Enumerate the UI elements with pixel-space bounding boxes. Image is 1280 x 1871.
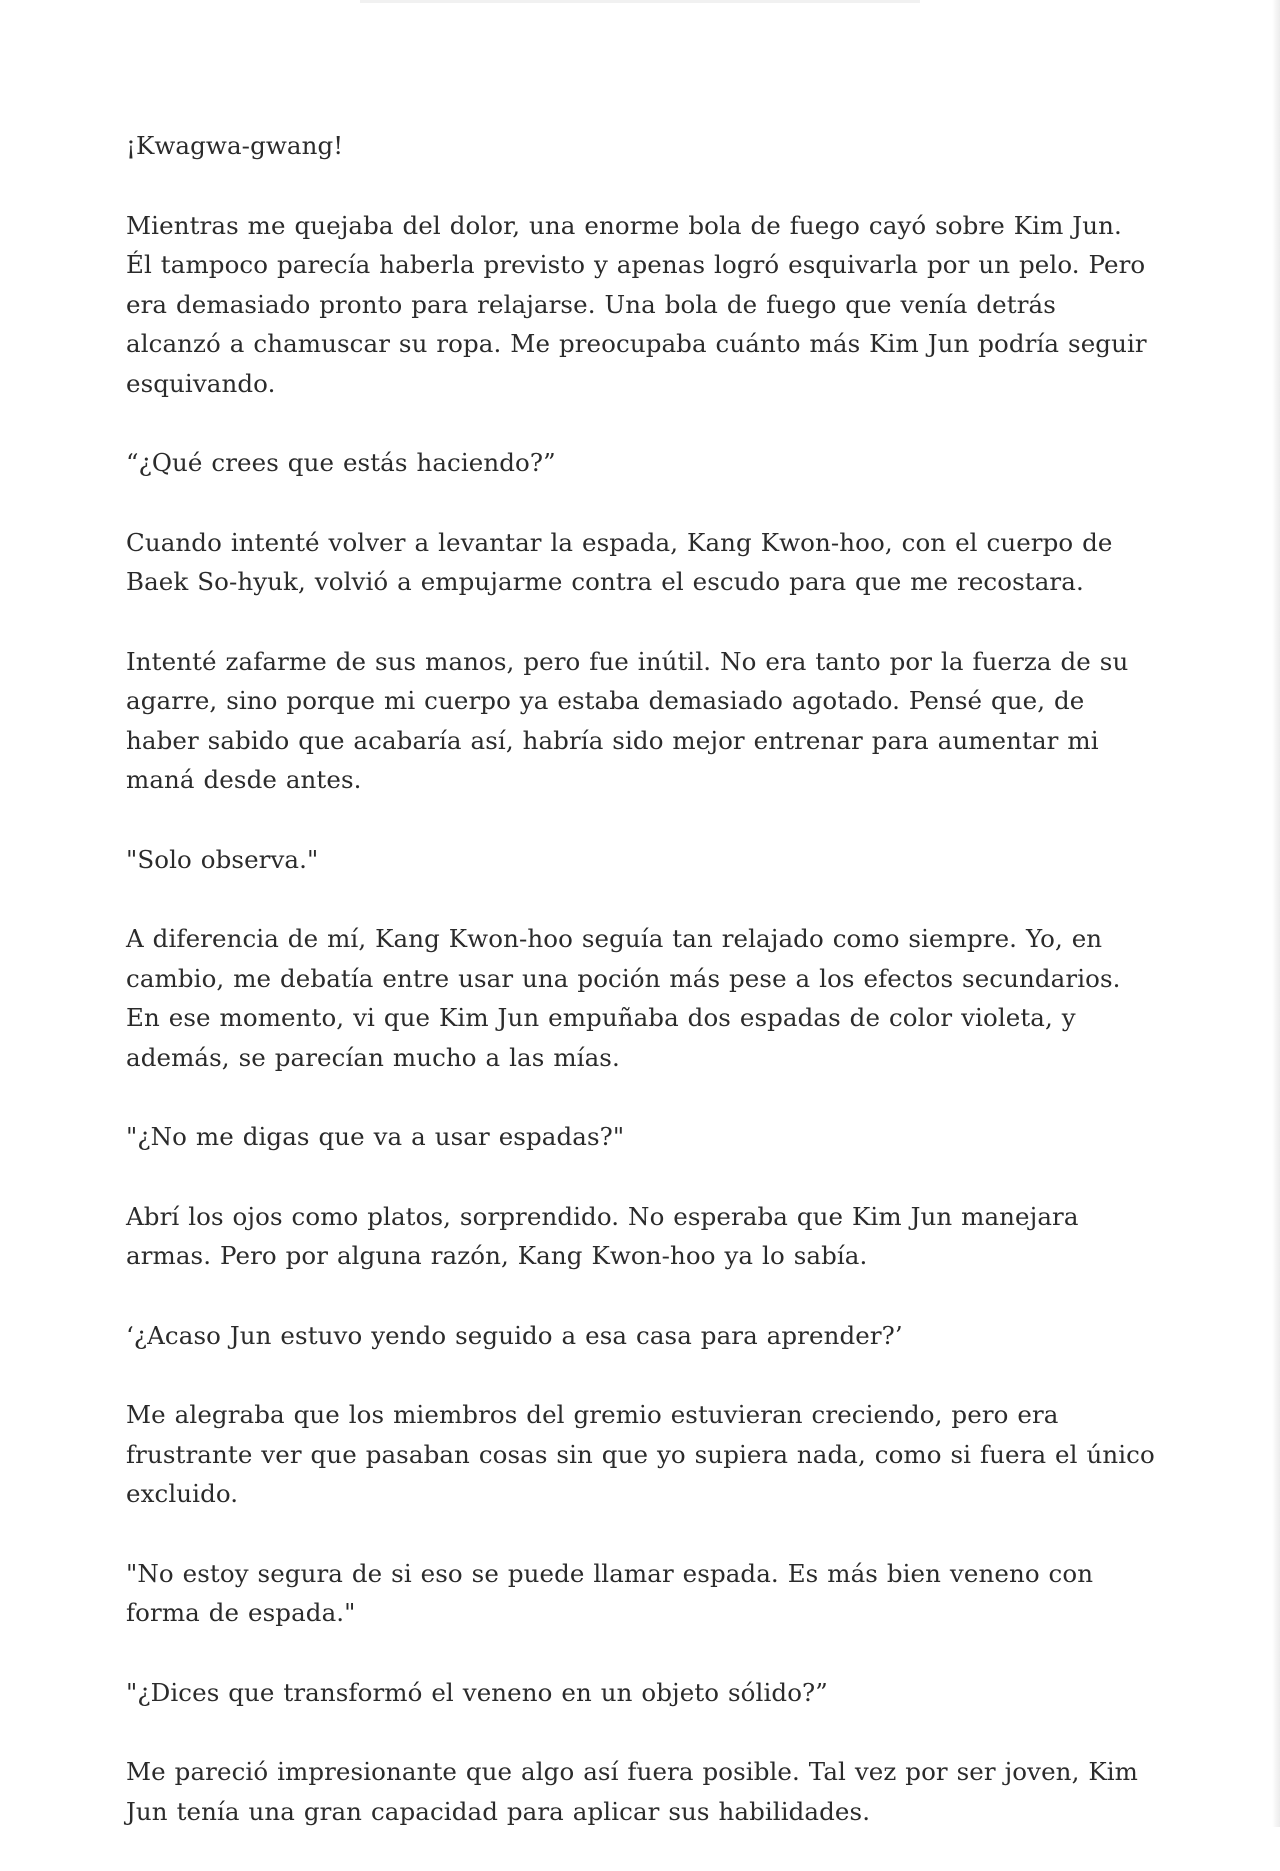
paragraph-1: ¡Kwagwa-gwang!: [126, 131, 344, 160]
paragraph-5: Intenté zafarme de sus manos, pero fue inútil. No era tanto por la fuerza de su agarre, sino porque mi cuerpo ya estaba demasiado agotado. Pensé que, de haber sabido que acabaría así, habría sido mejor entrenar para aumentar mi maná desde antes.: [126, 646, 1129, 794]
paragraph-10: ‘¿Acaso Jun estuvo yendo seguido a esa casa para aprender?’: [126, 1320, 903, 1350]
document-body: [126, 126, 1156, 1871]
paragraph-9: Abrí los ojos como platos, sorprendido. No esperaba que Kim Jun manejara armas. Pero por alguna razón, Kang Kwon-hoo ya lo sabía.: [126, 1201, 1079, 1270]
paragraph-7: A diferencia de mí, Kang Kwon-hoo seguía tan relajado como siempre. Yo, en cambio, me debatía entre usar una poción más pese a los efectos secundarios. En ese momento, vi que Kim Jun empuñaba dos espadas de color violeta, y además, se parecían mucho a las mías.: [126, 924, 1121, 1072]
paragraph-3: “¿Qué crees que estás haciendo?”: [126, 448, 556, 477]
paragraph-11: Me alegraba que los miembros del gremio estuvieran creciendo, pero era frustrante ver que pasaban cosas sin que yo supiera nada, como si fuera el único excluido.: [126, 1400, 1155, 1508]
paragraph-14: Me pareció impresionante que algo así fuera posible. Tal vez por ser joven, Kim Jun tenía una gran capacidad para aplicar sus habilidades.: [126, 1757, 1139, 1826]
paragraph-6: "Solo observa.": [126, 844, 319, 874]
page-top-edge: [360, 0, 920, 3]
paragraph-2: Mientras me quejaba del dolor, una enorme bola de fuego cayó sobre Kim Jun. Él tampoco parecía haberla previsto y apenas logró esquivarla por un pelo. Pero era demasiado pronto para relajarse. Una bola de fuego que venía detrás alcanzó a chamuscar su ropa. Me preocupaba cuánto más Kim Jun podría seguir esquivando.: [126, 210, 1147, 398]
paragraph-4: Cuando intenté volver a levantar la espada, Kang Kwon-hoo, con el cuerpo de Baek So-hyuk, volvió a empujarme contra el escudo para que me recostara.: [126, 527, 1113, 596]
page-right-edge: [1272, 0, 1280, 1827]
paragraph-12: "No estoy segura de si eso se puede llamar espada. Es más bien veneno con forma de espada.": [126, 1558, 1094, 1627]
paragraph-8: "¿No me digas que va a usar espadas?": [126, 1122, 625, 1151]
paragraph-13: "¿Dices que transformó el veneno en un objeto sólido?”: [126, 1677, 828, 1707]
